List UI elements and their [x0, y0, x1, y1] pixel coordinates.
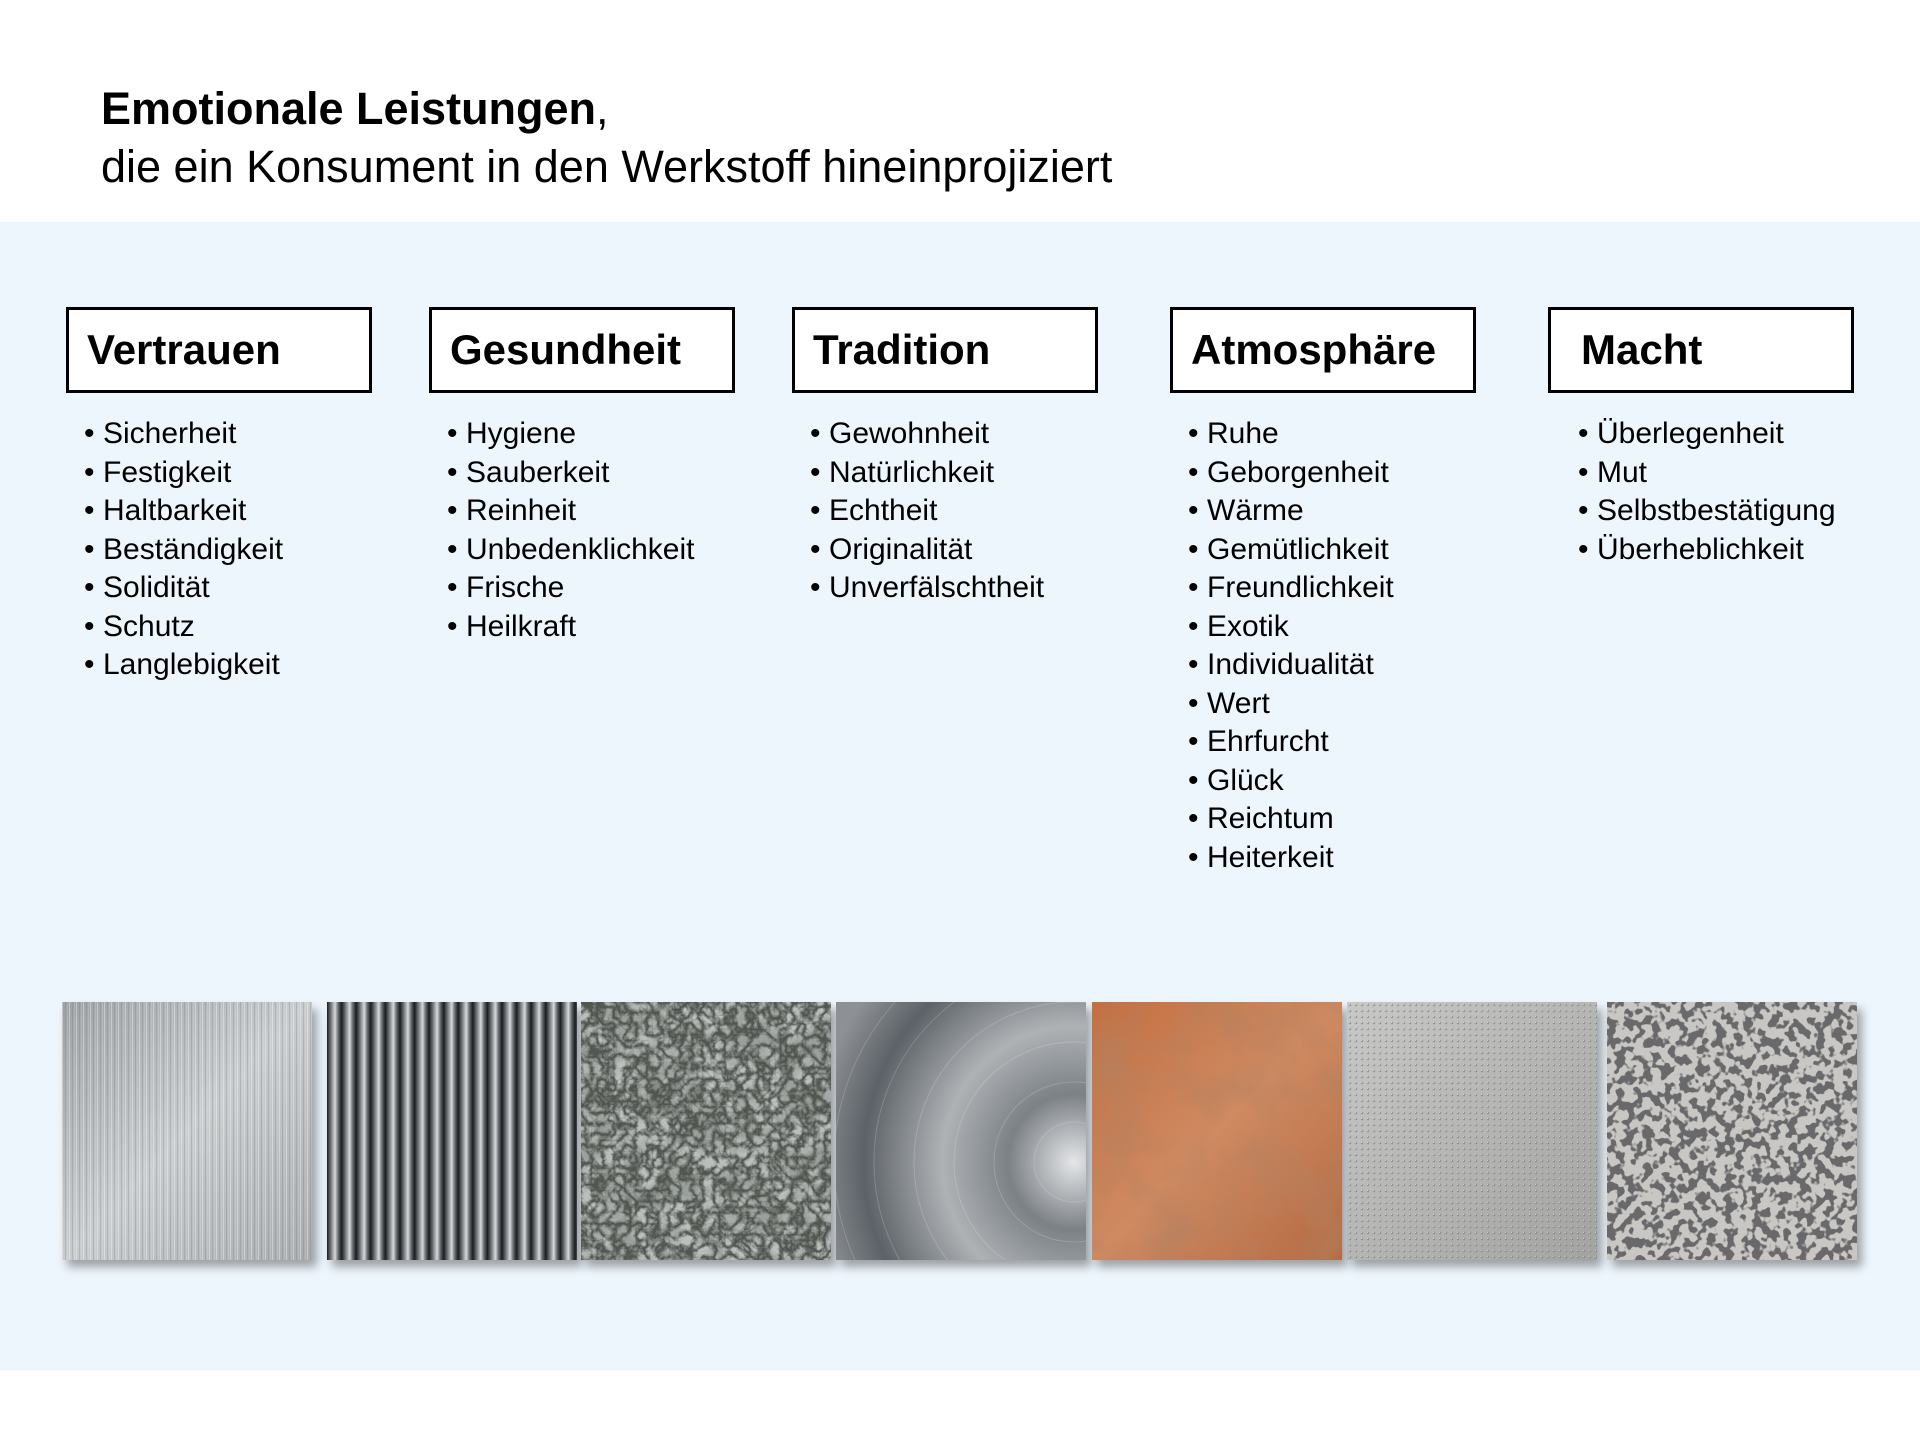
list-item: • Geborgenheit: [1188, 454, 1476, 493]
copper-image: [1092, 1002, 1342, 1260]
category-items: [1188, 415, 1476, 877]
brushed-aluminum-texture: [62, 1002, 312, 1260]
list-item: • Echtheit: [810, 492, 1098, 531]
knurled-metal-image: [1347, 1002, 1597, 1260]
list-item: • Selbstbestätigung: [1578, 492, 1854, 531]
granite-texture: [581, 1002, 831, 1260]
list-item: • Haltbarkeit: [84, 492, 372, 531]
ribbed-rubber-image: [327, 1002, 577, 1260]
list-item: • Überlegenheit: [1578, 415, 1854, 454]
category-items: [1578, 415, 1854, 569]
list-item: • Exotik: [1188, 608, 1476, 647]
list-item: • Frische: [447, 569, 735, 608]
list-item: • Gemütlichkeit: [1188, 531, 1476, 570]
list-item: • Sauberkeit: [447, 454, 735, 493]
list-item: • Solidität: [84, 569, 372, 608]
list-item: • Wert: [1188, 685, 1476, 724]
list-item: • Unbedenklichkeit: [447, 531, 735, 570]
title-bold: Emotionale Leistungen: [101, 83, 597, 134]
list-item: • Überheblichkeit: [1578, 531, 1854, 570]
category-gesundheit: [429, 307, 735, 646]
list-item: • Individualität: [1188, 646, 1476, 685]
category-heading: Gesundheit: [429, 307, 735, 393]
category-heading: Tradition: [792, 307, 1098, 393]
brushed-aluminum-image: [62, 1002, 312, 1260]
list-item: • Sicherheit: [84, 415, 372, 454]
category-heading: Vertrauen: [66, 307, 372, 393]
list-item: • Beständigkeit: [84, 531, 372, 570]
list-item: • Reinheit: [447, 492, 735, 531]
list-item: • Wärme: [1188, 492, 1476, 531]
category-macht: [1548, 307, 1854, 569]
list-item: • Originalität: [810, 531, 1098, 570]
list-item: • Heilkraft: [447, 608, 735, 647]
list-item: • Glück: [1188, 762, 1476, 801]
metal-foam-texture: [1607, 1002, 1857, 1260]
list-item: • Festigkeit: [84, 454, 372, 493]
list-item: • Hygiene: [447, 415, 735, 454]
list-item: • Ruhe: [1188, 415, 1476, 454]
category-vertrauen: [66, 307, 372, 685]
title-comma: ,: [596, 83, 609, 134]
category-heading: Macht: [1548, 307, 1854, 393]
category-atmosphaere: [1170, 307, 1476, 877]
category-items: [447, 415, 735, 646]
list-item: • Freundlichkeit: [1188, 569, 1476, 608]
list-item: • Schutz: [84, 608, 372, 647]
title-subtitle: die ein Konsument in den Werkstoff hineinprojiziert: [101, 141, 1113, 192]
metal-foam-image: [1607, 1002, 1857, 1260]
list-item: • Langlebigkeit: [84, 646, 372, 685]
list-item: • Unverfälschtheit: [810, 569, 1098, 608]
copper-texture: [1092, 1002, 1342, 1260]
spun-steel-texture: [836, 1002, 1086, 1260]
category-tradition: [792, 307, 1098, 608]
slide-title: [101, 80, 1112, 196]
knurled-metal-texture: [1347, 1002, 1597, 1260]
list-item: • Gewohnheit: [810, 415, 1098, 454]
list-item: • Mut: [1578, 454, 1854, 493]
category-heading: Atmosphäre: [1170, 307, 1476, 393]
category-items: [810, 415, 1098, 608]
ribbed-rubber-texture: [327, 1002, 577, 1260]
list-item: • Ehrfurcht: [1188, 723, 1476, 762]
spun-steel-image: [836, 1002, 1086, 1260]
granite-image: [581, 1002, 831, 1260]
list-item: • Natürlichkeit: [810, 454, 1098, 493]
category-items: [84, 415, 372, 685]
list-item: • Heiterkeit: [1188, 839, 1476, 878]
list-item: • Reichtum: [1188, 800, 1476, 839]
